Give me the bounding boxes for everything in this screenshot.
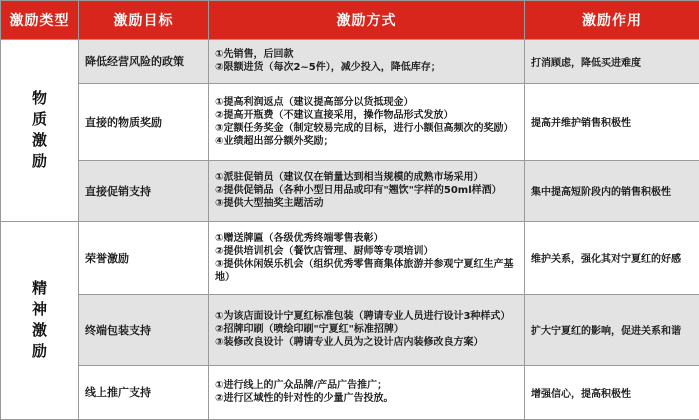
method-line: ②限额进货（每次2~5件），减少投入，降低库存； [215,62,441,74]
row-target: 直接促销支持 [79,161,209,222]
method-line: ③提供大型抽奖主题活动 [215,198,324,210]
row-target: 线上推广支持 [79,365,209,419]
method-line: ④业绩超出部分额外奖励； [215,135,334,147]
category-spiritual: 精神激励 [1,221,79,419]
row-target: 终端包装支持 [79,294,209,365]
header-effect: 激励作用 [525,1,699,40]
method-line: ③定额任务奖金（制定较易完成的目标，进行小额但高频次的奖励） [215,122,514,134]
header-row [1,1,699,40]
row-effect: 增强信心，提高积极性 [525,365,699,419]
table-row [1,365,699,419]
header-method: 激励方式 [209,1,525,40]
method-line: ①为该店面设计宁夏红标准包装（聘请专业人员进行设计3种样式） [215,311,511,323]
method-line: ②招牌印刷（喷绘印刷"宁夏红"标准招牌） [215,324,404,336]
row-effect: 集中提高短阶段内的销售积极性 [525,161,699,222]
row-target: 荣誉激励 [79,221,209,294]
row-methods [209,161,525,222]
method-line: ②提高开瓶费（不建议直接采用，操作物品形式发放） [215,109,454,121]
method-line: ②提供培训机会（餐饮店管理、厨师等专项培训） [215,245,434,257]
row-methods [209,83,525,160]
row-effect: 提高并维护销售积极性 [525,83,699,160]
header-type: 激励类型 [1,1,79,40]
row-methods [209,294,525,365]
row-methods [209,40,525,84]
row-effect: 打消顾虑，降低买进难度 [525,40,699,84]
header-target: 激励目标 [79,1,209,40]
table-row [1,83,699,160]
row-effect: 维护关系，强化其对宁夏红的好感 [525,221,699,294]
method-line: ③装修改良设计（聘请专业人员为之设计店内装修改良方案） [215,337,484,349]
row-target: 直接的物质奖励 [79,83,209,160]
table-row [1,161,699,222]
row-effect: 扩大宁夏红的影响，促进关系和谐 [525,294,699,365]
method-line: ①派驻促销员（建议仅在销量达到相当规模的成熟市场采用） [215,172,484,184]
method-line: ①进行线上的广众品牌/产品广告推广； [215,380,388,392]
method-line: ①提高利润返点（建议提高部分以货抵现金） [215,96,414,108]
table-row [1,221,699,294]
row-target: 降低经营风险的政策 [79,40,209,84]
table-row [1,294,699,365]
row-methods [209,221,525,294]
method-line: ①先销售，后回款 [215,49,294,61]
method-line: ①赠送牌匾（各级优秀终端零售表彰） [215,232,384,244]
row-methods [209,365,525,419]
method-line: ②进行区域性的针对性的少量广告投放。 [215,393,394,405]
category-material: 物质激励 [1,40,79,222]
method-line: ②提供促销品（各种小型日用品或印有"翘饮"字样的50ml样酒） [215,185,502,197]
method-line: ③提供休闲娱乐机会（组织优秀零售商集体旅游并参观宁夏红生产基地） [215,258,514,283]
table-row [1,40,699,84]
